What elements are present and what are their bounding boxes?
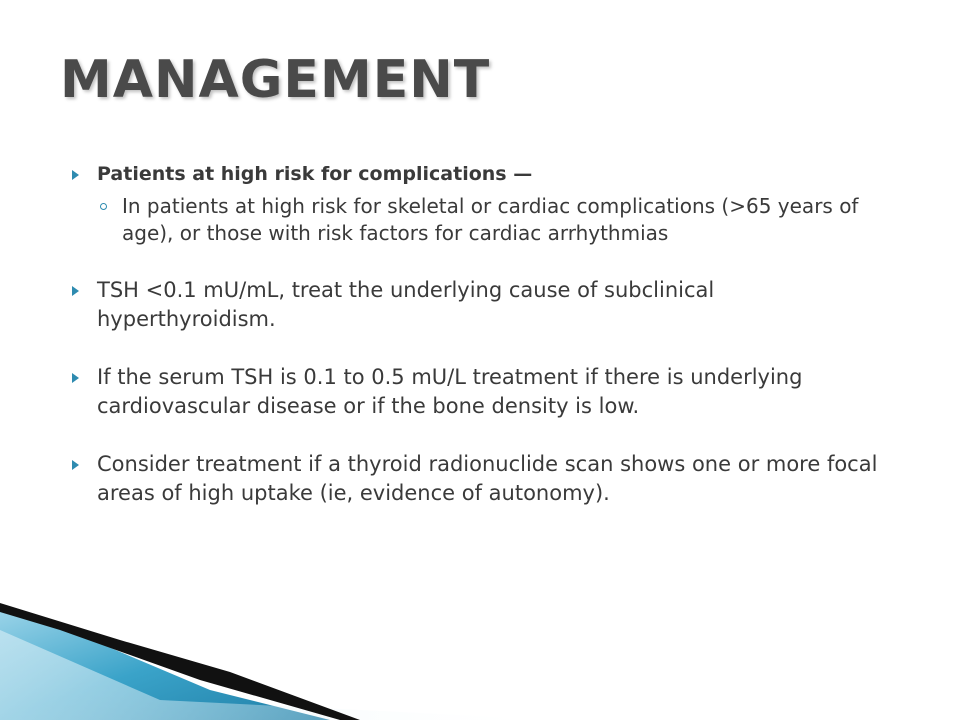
bullet-arrow-icon [72,286,79,296]
bullet-arrow-icon [72,460,79,470]
bullet-text: Consider treatment if a thyroid radionuclide scan shows one or more focal areas of high uptake (ie, evidence of autonomy). [97,452,878,505]
bullet-arrow-icon [72,170,79,180]
bullet-item [72,160,892,189]
sub-bullet-text: In patients at high risk for skeletal or cardiac complications (>65 years of age), or those with risk factors for cardiac arrhythmias [122,194,859,245]
bullet-list [72,160,892,508]
bullet-text: Patients at high risk for complications — [97,163,533,185]
slide-title: MANAGEMENT [60,50,491,110]
bullet-text: TSH <0.1 mU/mL, treat the underlying cause of subclinical hyperthyroidism. [97,278,715,331]
circle-bullet-icon [100,203,107,210]
bullet-item [72,450,892,508]
sub-bullet-item [72,193,892,247]
bullet-arrow-icon [72,373,79,383]
bullet-text: If the serum TSH is 0.1 to 0.5 mU/L treatment if there is underlying cardiovascular disease or if the bone density is low. [97,365,803,418]
bullet-item [72,363,892,421]
bullet-item [72,276,892,334]
